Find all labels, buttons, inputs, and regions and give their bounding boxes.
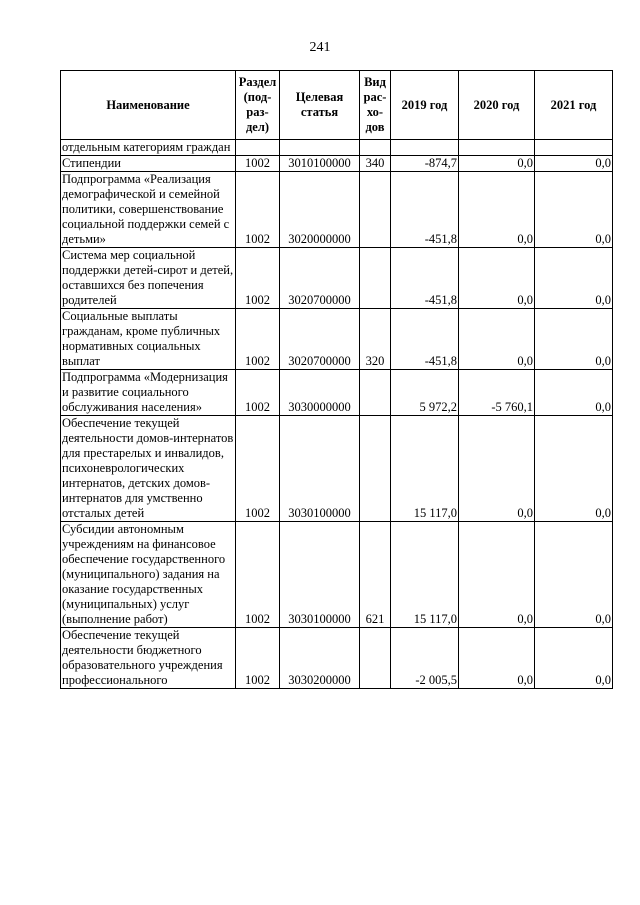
cell-y2021: 0,0 [535, 628, 613, 689]
cell-target: 3030000000 [280, 370, 360, 416]
cell-name: Обеспечение текущей деятельности бюджетного образовательного учреждения профессионального [61, 628, 236, 689]
cell-target: 3030100000 [280, 416, 360, 522]
header-2020: 2020 год [459, 71, 535, 140]
cell-name: Субсидии автономным учреждениям на финансовое обеспечение государственного (муниципального) задания на оказание государственных (муниципальных) услуг (выполнение работ) [61, 522, 236, 628]
cell-type [360, 370, 391, 416]
header-2021: 2021 год [535, 71, 613, 140]
cell-target: 3030100000 [280, 522, 360, 628]
cell-section: 1002 [236, 156, 280, 172]
cell-section [236, 140, 280, 156]
cell-name: отдельным категориям граждан [61, 140, 236, 156]
cell-target: 3020700000 [280, 248, 360, 309]
table-row [61, 140, 613, 156]
cell-y2020: 0,0 [459, 248, 535, 309]
cell-type [360, 416, 391, 522]
table-row [61, 309, 613, 370]
cell-y2021: 0,0 [535, 172, 613, 248]
table-row [61, 156, 613, 172]
cell-target: 3010100000 [280, 156, 360, 172]
cell-y2019: -451,8 [391, 248, 459, 309]
cell-y2021: 0,0 [535, 522, 613, 628]
cell-y2021: 0,0 [535, 416, 613, 522]
cell-target: 3030200000 [280, 628, 360, 689]
cell-y2020: 0,0 [459, 309, 535, 370]
header-section: Раздел (под-раз-дел) [236, 71, 280, 140]
header-name: Наименование [61, 71, 236, 140]
table-row [61, 522, 613, 628]
cell-type [360, 140, 391, 156]
cell-target: 3020000000 [280, 172, 360, 248]
cell-section: 1002 [236, 628, 280, 689]
cell-name: Обеспечение текущей деятельности домов-интернатов для престарелых и инвалидов, психоневрологических интернатов, детских домов-интернатов для умственно отсталых детей [61, 416, 236, 522]
cell-y2020: 0,0 [459, 522, 535, 628]
cell-y2021: 0,0 [535, 370, 613, 416]
cell-y2021: 0,0 [535, 309, 613, 370]
cell-y2019: -451,8 [391, 172, 459, 248]
cell-section: 1002 [236, 522, 280, 628]
cell-y2020: 0,0 [459, 172, 535, 248]
table-row [61, 248, 613, 309]
cell-section: 1002 [236, 172, 280, 248]
cell-name: Стипендии [61, 156, 236, 172]
cell-y2020: 0,0 [459, 416, 535, 522]
cell-y2019: -451,8 [391, 309, 459, 370]
cell-y2021: 0,0 [535, 156, 613, 172]
cell-section: 1002 [236, 416, 280, 522]
cell-y2020: -5 760,1 [459, 370, 535, 416]
cell-name: Подпрограмма «Модернизация и развитие социального обслуживания населения» [61, 370, 236, 416]
table-row [61, 628, 613, 689]
cell-section: 1002 [236, 370, 280, 416]
page-number: 241 [309, 40, 331, 55]
table-row [61, 172, 613, 248]
header-target: Целевая статья [280, 71, 360, 140]
cell-y2020 [459, 140, 535, 156]
cell-y2021: 0,0 [535, 248, 613, 309]
cell-y2019: -2 005,5 [391, 628, 459, 689]
table-row [61, 370, 613, 416]
cell-target [280, 140, 360, 156]
cell-section: 1002 [236, 248, 280, 309]
cell-y2019: 15 117,0 [391, 522, 459, 628]
budget-table [60, 70, 613, 689]
cell-name: Система мер социальной поддержки детей-сирот и детей, оставшихся без попечения родителей [61, 248, 236, 309]
cell-y2019: -874,7 [391, 156, 459, 172]
cell-type [360, 172, 391, 248]
cell-y2020: 0,0 [459, 156, 535, 172]
cell-y2019: 5 972,2 [391, 370, 459, 416]
cell-y2020: 0,0 [459, 628, 535, 689]
header-2019: 2019 год [391, 71, 459, 140]
cell-section: 1002 [236, 309, 280, 370]
cell-y2019: 15 117,0 [391, 416, 459, 522]
table-row [61, 416, 613, 522]
table-header-row [61, 71, 613, 140]
cell-name: Подпрограмма «Реализация демографической и семейной политики, совершенствование социальной поддержки семей с детьми» [61, 172, 236, 248]
cell-type [360, 628, 391, 689]
cell-y2021 [535, 140, 613, 156]
cell-type [360, 248, 391, 309]
cell-type: 621 [360, 522, 391, 628]
cell-type: 320 [360, 309, 391, 370]
cell-type: 340 [360, 156, 391, 172]
header-type: Вид рас-хо-дов [360, 71, 391, 140]
cell-target: 3020700000 [280, 309, 360, 370]
cell-y2019 [391, 140, 459, 156]
cell-name: Социальные выплаты гражданам, кроме публичных нормативных социальных выплат [61, 309, 236, 370]
